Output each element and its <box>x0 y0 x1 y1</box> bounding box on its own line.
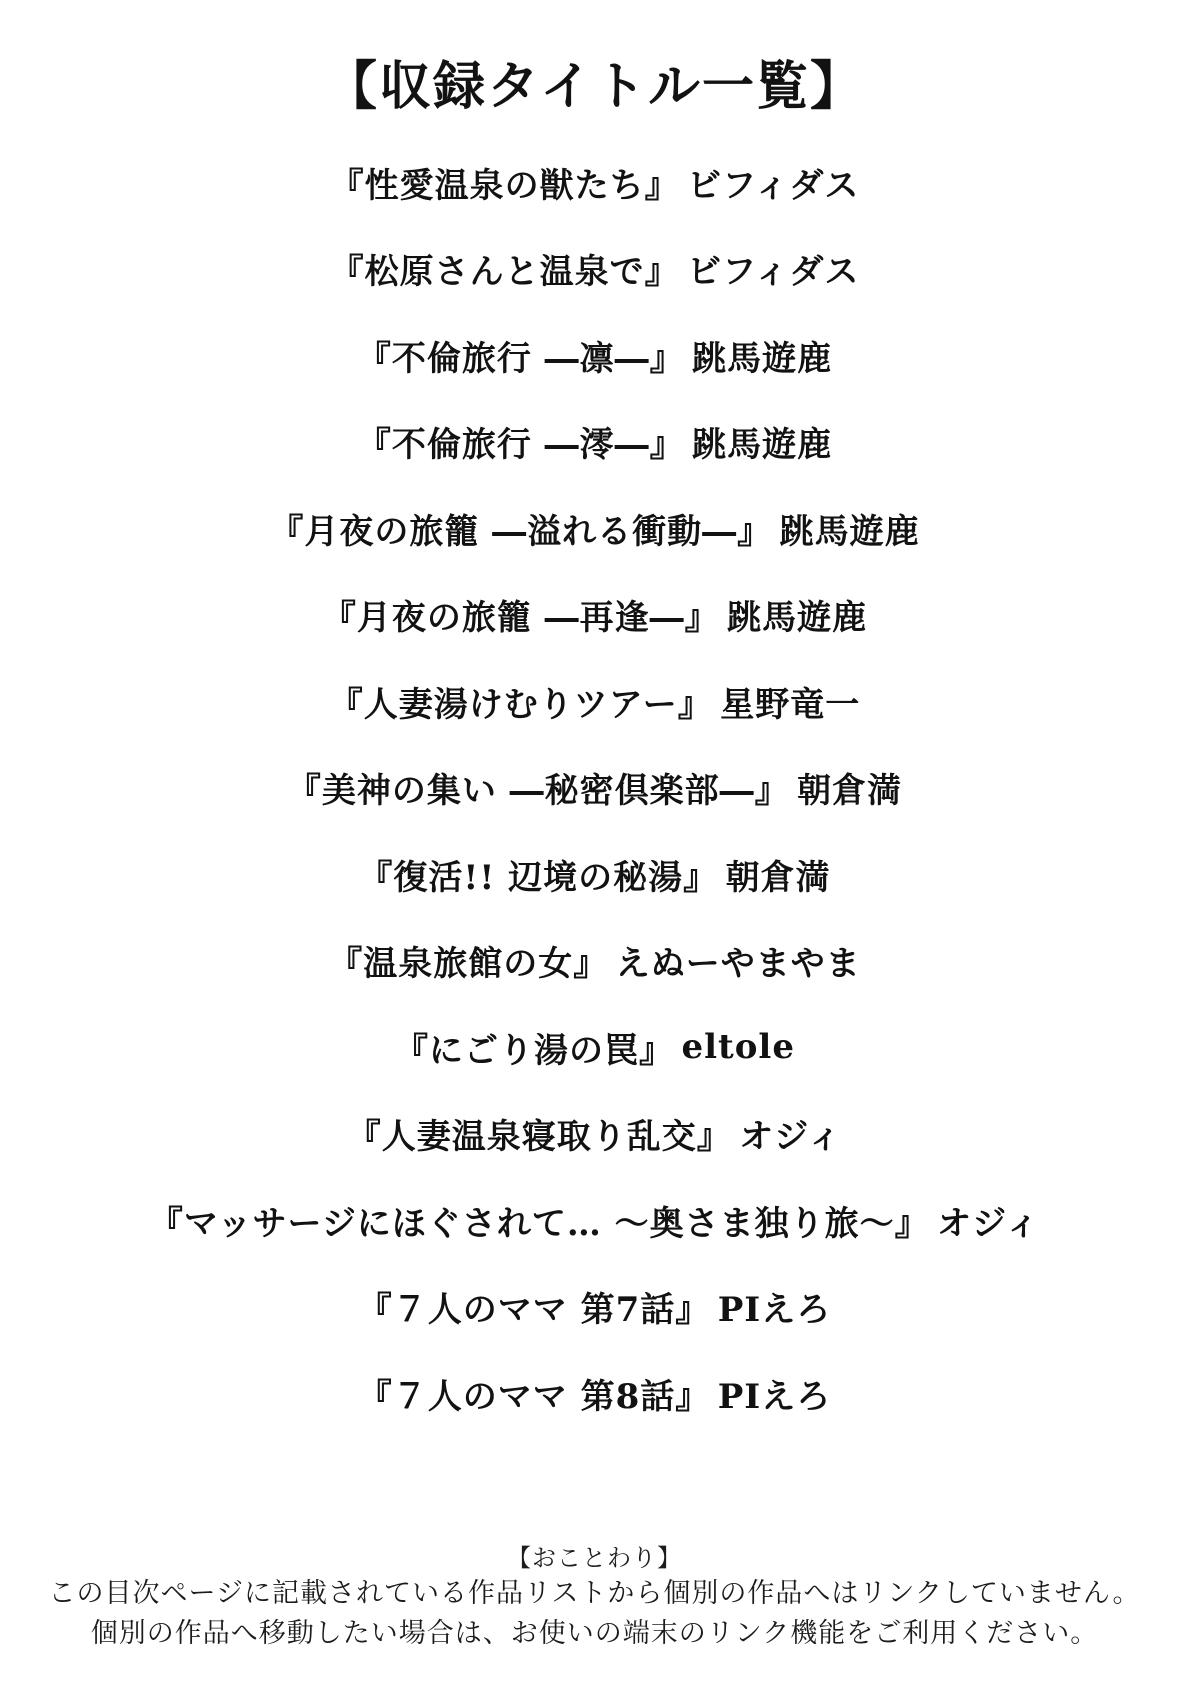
work-author: 跳馬遊鹿 <box>692 338 833 379</box>
toc-entry <box>0 572 1189 659</box>
work-author: オジィ <box>937 1203 1041 1244</box>
work-title: 『７人のママ 第8話』 <box>357 1376 711 1417</box>
work-author: 跳馬遊鹿 <box>727 598 868 639</box>
work-author: eltole <box>681 1027 795 1068</box>
work-author: オジィ <box>739 1117 843 1158</box>
page-title: 【収録タイトル一覧】 <box>325 56 864 117</box>
work-title: 『温泉旅館の女』 <box>328 944 609 985</box>
work-author: PIえろ <box>717 1376 832 1417</box>
work-author: 跳馬遊鹿 <box>692 425 833 466</box>
work-title: 『月夜の旅籠 ―再逢―』 <box>321 598 720 639</box>
work-title: 『不倫旅行 ―凛―』 <box>356 338 685 379</box>
work-author: ビフィダス <box>687 252 860 293</box>
work-title: 『人妻湯けむりツアー』 <box>328 684 713 725</box>
work-author: PIえろ <box>717 1290 832 1331</box>
work-title: 『マッサージにほぐされて… ～奥さま独り旅～』 <box>148 1203 930 1244</box>
work-title: 『美神の集い ―秘密倶楽部―』 <box>286 771 790 812</box>
work-title: 『にごり湯の罠』 <box>394 1030 675 1071</box>
toc-entry <box>0 1264 1189 1351</box>
work-title: 『人妻温泉寝取り乱交』 <box>346 1117 732 1158</box>
work-author: 星野竜一 <box>720 684 861 725</box>
toc-entry <box>0 918 1189 1005</box>
toc-entry <box>0 1004 1189 1091</box>
toc-entry <box>0 312 1189 399</box>
toc-entry-list <box>0 139 1189 1437</box>
work-title: 『不倫旅行 ―澪―』 <box>356 425 685 466</box>
toc-entry <box>0 831 1189 918</box>
notice-heading: 【おことわり】 <box>507 1544 682 1572</box>
work-author: 朝倉満 <box>725 857 831 898</box>
work-title: 『７人のママ 第7話』 <box>357 1290 711 1331</box>
work-author: ビフィダス <box>687 165 860 206</box>
toc-entry <box>0 745 1189 832</box>
toc-entry <box>0 1091 1189 1178</box>
toc-entry <box>0 658 1189 745</box>
notice-line: 個別の作品へ移動したい場合は、お使いの端末のリンク機能をご利用ください。 <box>90 1617 1099 1649</box>
toc-entry <box>0 226 1189 313</box>
work-title: 『月夜の旅籠 ―溢れる衝動―』 <box>269 511 773 552</box>
work-author: えぬーやまやま <box>615 944 861 985</box>
work-author: 朝倉満 <box>797 771 903 812</box>
work-title: 『性愛温泉の獣たち』 <box>329 165 680 206</box>
toc-entry <box>0 1350 1189 1437</box>
toc-entry <box>0 139 1189 226</box>
toc-entry <box>0 399 1189 486</box>
toc-entry <box>0 1177 1189 1264</box>
toc-entry <box>0 485 1189 572</box>
notice-line: この目次ページに記載されている作品リストから個別の作品へはリンクしていません。 <box>48 1578 1141 1609</box>
work-author: 跳馬遊鹿 <box>779 511 920 552</box>
notice-block <box>0 1542 1189 1653</box>
work-title: 『復活!! 辺境の秘湯』 <box>358 857 719 898</box>
work-title: 『松原さんと温泉で』 <box>329 252 680 293</box>
